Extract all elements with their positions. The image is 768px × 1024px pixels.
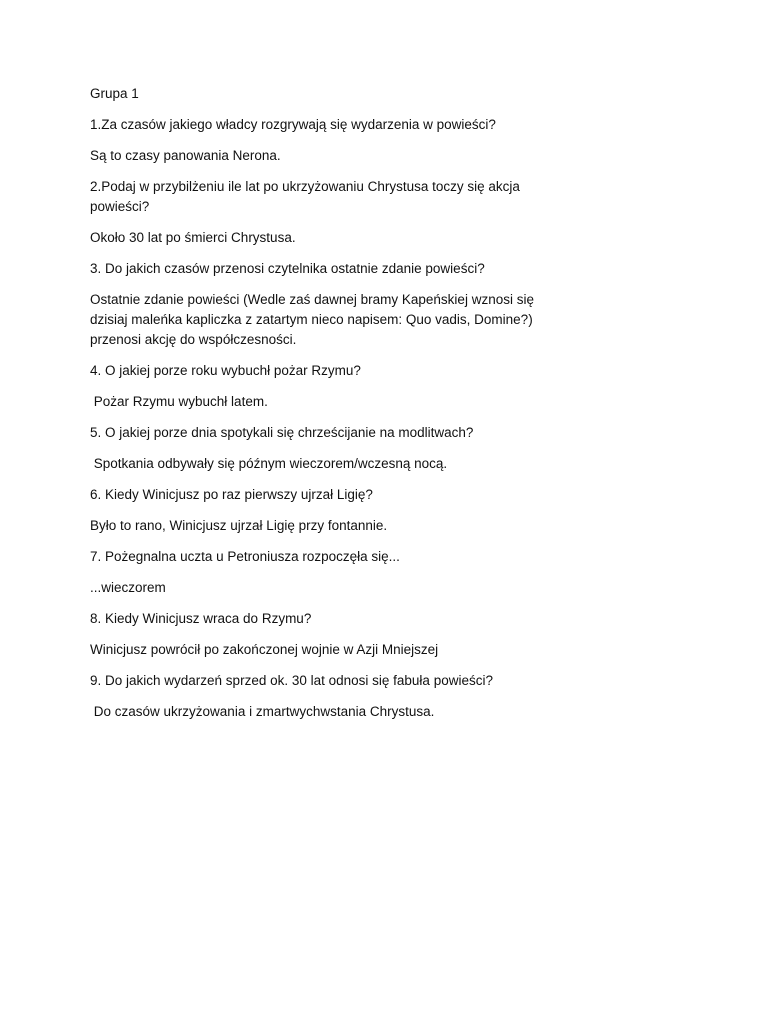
answer-4: Pożar Rzymu wybuchł latem. bbox=[90, 394, 268, 409]
question-2: 2.Podaj w przybilżeniu ile lat po ukrzyżowaniu Chrystusa toczy się akcja powieści? bbox=[90, 179, 524, 214]
answer-8: Winicjusz powrócił po zakończonej wojnie w Azji Mniejszej bbox=[90, 642, 439, 657]
answer-9: Do czasów ukrzyżowania i zmartwychwstania Chrystusa. bbox=[90, 704, 435, 719]
answer-6: Było to rano, Winicjusz ujrzał Ligię przy fontannie. bbox=[90, 518, 388, 533]
document-heading: Grupa 1 bbox=[90, 86, 139, 101]
answer-1: Są to czasy panowania Nerona. bbox=[90, 148, 281, 163]
question-9: 9. Do jakich wydarzeń sprzed ok. 30 lat odnosi się fabuła powieści? bbox=[90, 673, 493, 688]
question-3: 3. Do jakich czasów przenosi czytelnika ostatnie zdanie powieści? bbox=[90, 261, 485, 276]
document-body bbox=[90, 84, 560, 722]
answer-3: Ostatnie zdanie powieści (Wedle zaś dawnej bramy Kapeńskiej wznosi się dzisiaj maleńka kapliczka z zatartym nieco napisem: Quo vadis, Domine?) przenosi akcję do współczesności. bbox=[90, 292, 538, 347]
question-1: 1.Za czasów jakiego władcy rozgrywają się wydarzenia w powieści? bbox=[90, 117, 496, 132]
answer-2: Około 30 lat po śmierci Chrystusa. bbox=[90, 230, 296, 245]
answer-7: ...wieczorem bbox=[90, 580, 166, 595]
answer-5: Spotkania odbywały się późnym wieczorem/wczesną nocą. bbox=[90, 456, 448, 471]
question-5: 5. O jakiej porze dnia spotykali się chrześcijanie na modlitwach? bbox=[90, 425, 474, 440]
question-6: 6. Kiedy Winicjusz po raz pierwszy ujrzał Ligię? bbox=[90, 487, 373, 502]
question-8: 8. Kiedy Winicjusz wraca do Rzymu? bbox=[90, 611, 312, 626]
question-4: 4. O jakiej porze roku wybuchł pożar Rzymu? bbox=[90, 363, 361, 378]
question-7: 7. Pożegnalna uczta u Petroniusza rozpoczęła się... bbox=[90, 549, 400, 564]
